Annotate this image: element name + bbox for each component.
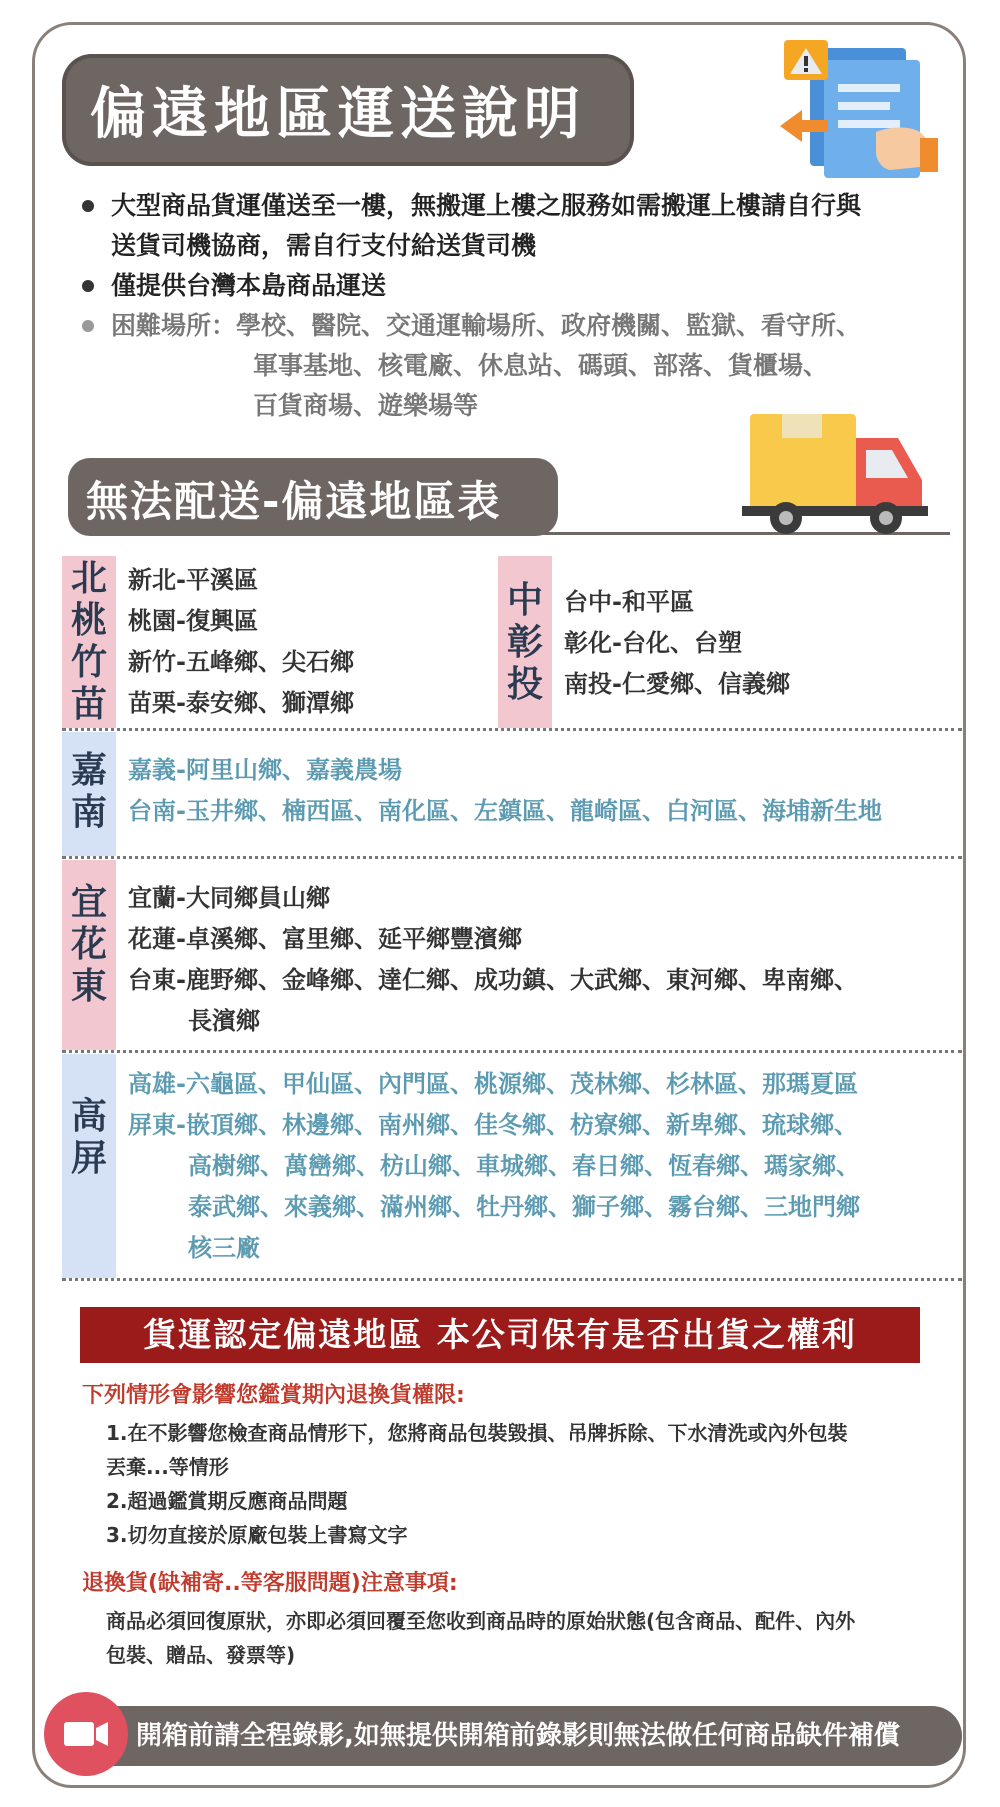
region-label: 嘉 南 — [70, 750, 107, 833]
region-south — [62, 1054, 962, 1278]
rule-line: 送貨司機協商，需自行支付給送貨司機 — [111, 231, 537, 260]
area-line: 新竹-五峰鄉、尖石鄉 — [128, 648, 354, 676]
area-line: 南投-仁愛鄉、信義鄉 — [564, 670, 790, 698]
area-line: 桃園-復興區 — [128, 607, 258, 635]
region-label: 北 桃 竹 苗 — [70, 558, 107, 725]
region-label: 高 屏 — [70, 1096, 107, 1179]
list-item: 商品必須回復原狀，亦即必須回覆至您收到商品時的原始狀態(包含商品、配件、內外 — [106, 1609, 856, 1633]
area-line: 核三廠 — [188, 1234, 260, 1262]
video-camera-icon-glyph — [44, 1692, 128, 1776]
divider — [62, 1050, 962, 1053]
divider — [62, 856, 962, 859]
page-title: 偏遠地區運送說明 — [90, 82, 586, 147]
region-areas — [564, 582, 790, 705]
exchange-list — [106, 1604, 936, 1672]
region-label: 宜 花 東 — [70, 882, 107, 1007]
area-line: 新北-平溪區 — [128, 566, 258, 594]
area-line: 宜蘭-大同鄉員山鄉 — [128, 884, 330, 912]
notice-banner: 貨運認定偏遠地區 本公司保有是否出貨之權利 — [80, 1307, 920, 1363]
area-line: 台南-玉井鄉、楠西區、南化區、左鎮區、龍崎區、白河區、海埔新生地 — [128, 797, 882, 825]
region-areas — [128, 750, 882, 832]
region-label: 中 彰 投 — [506, 580, 543, 705]
returns-heading: 下列情形會影響您鑑賞期內退換貨權限: — [82, 1383, 465, 1408]
area-line: 台東-鹿野鄉、金峰鄉、達仁鄉、成功鎮、大武鄉、東河鄉、卑南鄉、 — [128, 966, 858, 994]
area-line: 花蓮-卓溪鄉、富里鄉、延平鄉豐濱鄉 — [128, 925, 522, 953]
rule-line: 軍事基地、核電廠、休息站、碼頭、部落、貨櫃場、 — [253, 351, 829, 380]
area-line: 嘉義-阿里山鄉、嘉義農場 — [128, 756, 402, 784]
region-central — [498, 556, 958, 728]
video-camera-icon — [44, 1692, 128, 1776]
area-line: 長濱鄉 — [188, 1007, 260, 1035]
list-item: 3.切勿直接於原廠包裝上書寫文字 — [106, 1523, 408, 1547]
bullet-dot — [82, 320, 94, 332]
divider — [62, 1278, 962, 1281]
area-line: 台中-和平區 — [564, 588, 694, 616]
area-line: 高樹鄉、萬巒鄉、枋山鄉、車城鄉、春日鄉、恆春鄉、瑪家鄉、 — [188, 1152, 860, 1180]
rule-line: 百貨商場、遊樂場等 — [253, 391, 479, 420]
divider — [62, 728, 962, 731]
rule-line: 僅提供台灣本島商品運送 — [111, 271, 387, 300]
rule-line: 困難場所：學校、醫院、交通運輸場所、政府機關、監獄、看守所、 — [111, 311, 862, 340]
section-title: 無法配送-偏遠地區表 — [86, 477, 502, 526]
area-line: 高雄-六龜區、甲仙區、內門區、桃源鄉、茂林鄉、杉林區、那瑪夏區 — [128, 1070, 858, 1098]
list-item: 2.超過鑑賞期反應商品問題 — [106, 1489, 348, 1513]
list-item: 丟棄...等情形 — [106, 1455, 229, 1479]
delivery-truck-icon — [740, 410, 940, 540]
list-item — [78, 186, 968, 266]
shipping-document-icon — [780, 40, 940, 180]
bullet-dot — [82, 280, 94, 292]
bullet-dot — [82, 200, 94, 212]
exchange-heading: 退換貨(缺補寄..等客服問題)注意事項: — [82, 1571, 458, 1596]
region-chiayi-tainan — [62, 732, 962, 856]
area-line: 彰化-台化、台塑 — [564, 629, 742, 657]
rule-line: 大型商品貨運僅送至一樓，無搬運上樓之服務如需搬運上樓請自行與 — [111, 191, 862, 220]
region-east — [62, 860, 962, 1050]
region-areas — [128, 560, 354, 724]
returns-list — [106, 1416, 936, 1552]
area-line: 泰武鄉、來義鄉、滿州鄉、牡丹鄉、獅子鄉、霧台鄉、三地門鄉 — [188, 1193, 860, 1221]
area-line: 屏東-嵌頂鄉、林邊鄉、南州鄉、佳冬鄉、枋寮鄉、新卑鄉、琉球鄉、 — [128, 1111, 858, 1139]
list-item: 1.在不影響您檢查商品情形下，您將商品包裝毀損、吊牌拆除、下水清洗或內外包裝 — [106, 1421, 848, 1445]
region-areas — [128, 878, 858, 1042]
list-item — [78, 266, 968, 306]
area-line: 苗栗-泰安鄉、獅潭鄉 — [128, 689, 354, 717]
list-item — [78, 306, 968, 426]
region-areas — [128, 1064, 860, 1269]
footer-notice: 開箱前請全程錄影,如無提供開箱前錄影則無法做任何商品缺件補償 — [136, 1721, 900, 1751]
shipping-rules-list — [78, 186, 968, 426]
list-item: 包裝、贈品、發票等) — [106, 1643, 296, 1667]
